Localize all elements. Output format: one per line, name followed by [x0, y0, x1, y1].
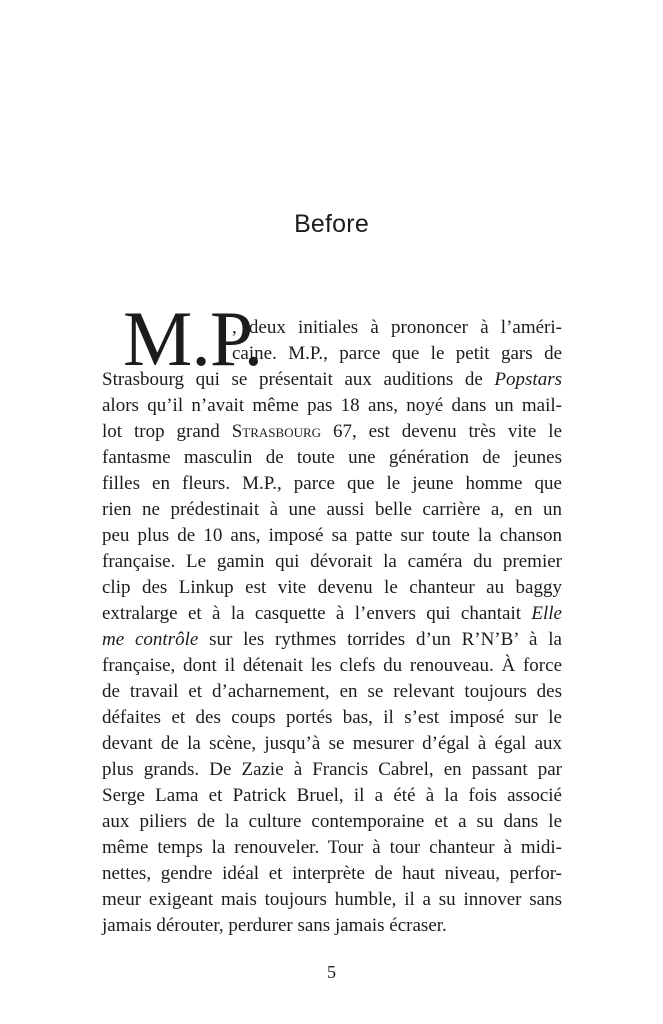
- text-line: fantasme masculin de toute une génération de jeunes: [102, 447, 562, 468]
- page-number: 5: [327, 962, 336, 982]
- text-line: filles en fleurs. M.P., parce que le jeune homme que: [102, 473, 562, 494]
- italic-title: me contrôle: [102, 629, 199, 650]
- text-line: de travail et d’acharnement, en se relevant toujours des: [102, 681, 562, 702]
- text-line: [102, 627, 562, 653]
- text-run: extralarge et à la casquette à l’envers qui chantait: [102, 603, 532, 624]
- text-line: clip des Linkup est vite devenu le chanteur au baggy: [102, 577, 562, 598]
- text-line: plus grands. De Zazie à Francis Cabrel, en passant par: [102, 759, 562, 780]
- text-line: française. Le gamin qui dévorait la caméra du premier: [102, 551, 562, 572]
- text-line: française, dont il détenait les clefs du renouveau. À force: [102, 655, 562, 676]
- drop-cap: M.P.: [123, 295, 263, 382]
- small-caps-term: Strasbourg: [231, 421, 322, 442]
- text-line: Serge Lama et Patrick Bruel, il a été à la fois associé: [102, 785, 562, 806]
- chapter-title: Before: [294, 210, 369, 238]
- text-line: meur exigeant mais toujours humble, il a su innover sans: [102, 889, 562, 910]
- text-line: [102, 419, 562, 445]
- text-line: défaites et des coups portés bas, il s’est imposé sur le: [102, 707, 562, 728]
- text-line: rien ne prédestinait à une aussi belle carrière a, en un: [102, 499, 562, 520]
- text-line: , deux initiales à prononcer à l’améri-: [232, 317, 562, 338]
- text-line: [102, 367, 562, 393]
- text-line: nettes, gendre idéal et interprète de haut niveau, perfor-: [102, 863, 562, 884]
- text-run: sur les rythmes torrides d’un R’N’B’ à la: [198, 629, 562, 650]
- text-line: peu plus de 10 ans, imposé sa patte sur toute la chanson: [102, 525, 562, 546]
- text-run: Strasbourg qui se présentait aux auditions de: [102, 369, 495, 390]
- text-line: devant de la scène, jusqu’à se mesurer d’égal à égal aux: [102, 733, 562, 754]
- text-line: aux piliers de la culture contemporaine et a su dans le: [102, 811, 562, 832]
- text-line: même temps la renouveler. Tour à tour chanteur à midi-: [102, 837, 562, 858]
- text-line: [102, 601, 562, 627]
- text-run: lot trop grand: [102, 421, 232, 442]
- italic-title: Popstars: [494, 369, 562, 390]
- text-line: alors qu’il n’avait même pas 18 ans, noyé dans un mail-: [102, 395, 562, 416]
- text-run: 67, est devenu très vite le: [321, 421, 562, 442]
- text-line: jamais dérouter, perdurer sans jamais écraser.: [102, 915, 447, 936]
- text-line: caine. M.P., parce que le petit gars de: [232, 343, 562, 364]
- italic-title: Elle: [531, 603, 562, 624]
